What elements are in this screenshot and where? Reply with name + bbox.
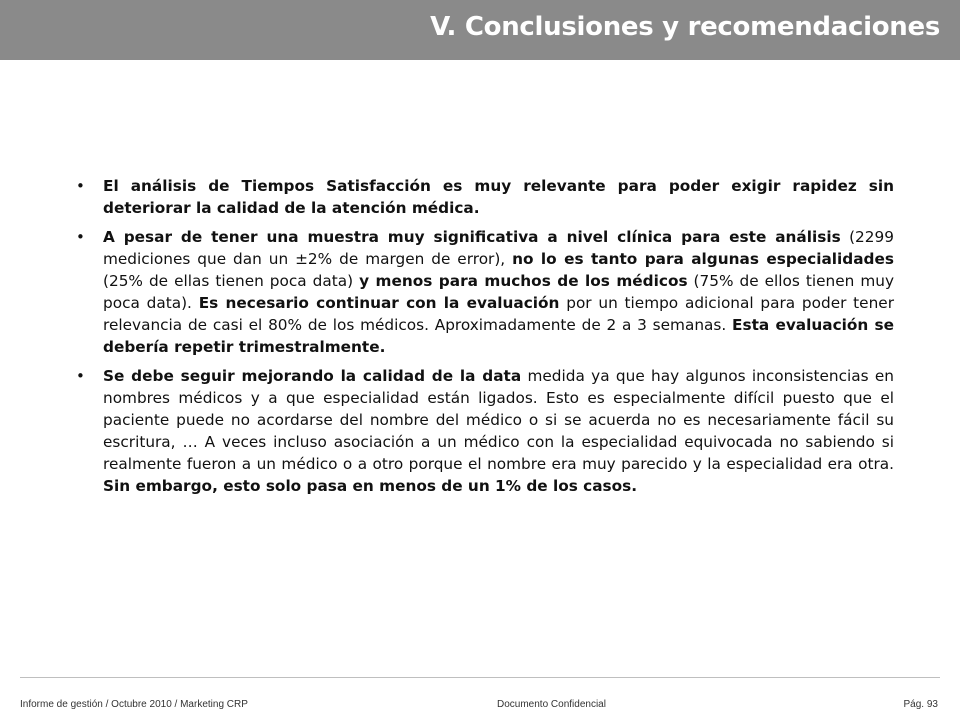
bullet-marker: • — [76, 228, 85, 246]
bullet-item — [76, 175, 894, 219]
conclusions-list — [76, 175, 894, 504]
bullet-text-bold: El análisis de Tiempos Satisfacción es muy relevante para poder exigir rapidez sin deteriorar la calidad de la atención médica. — [103, 177, 894, 217]
bullet-item — [76, 226, 894, 358]
bullet-text: por un tiempo adicional para poder tener relevancia de casi el 80% de los médicos. Aproximadamente de 2 a 3 semanas. — [103, 294, 894, 334]
bullet-text-bold: Se debe seguir mejorando la calidad de la data — [103, 367, 522, 385]
bullet-text: medida ya que hay algunos inconsistencias en nombres médicos y a que especialidad están ligados. Esto es especialmente difícil puesto que el paciente puede no acordarse del nombre del médico o si se acuerda no es necesariamente fácil su escritura, … A veces incluso asociación a un médico con la especialidad equivocada no sabiendo si realmente fueron a un médico o a otro porque el nombre era muy parecido y la especialidad era otra. — [103, 367, 895, 473]
bullet-marker: • — [76, 367, 85, 385]
bullet-text-bold: y menos para muchos de los médicos — [359, 272, 688, 290]
bullet-text-bold: A pesar de tener una muestra muy significativa a nivel clínica para este análisis — [103, 228, 841, 246]
footer-report-info: Informe de gestión / Octubre 2010 / Marketing CRP — [20, 699, 248, 710]
header-bar — [0, 0, 960, 60]
bullet-text-bold: Es necesario continuar con la evaluación — [198, 294, 560, 312]
bullet-text: (2299 mediciones que dan un ±2% de margen de error), — [103, 228, 894, 268]
bullet-text: (75% de ellos tienen muy poca data). — [103, 272, 894, 312]
page-title: V. Conclusiones y recomendaciones — [430, 12, 940, 42]
bullet-text: (25% de ellas tienen poca data) — [103, 272, 360, 290]
bullet-text-bold: Esta evaluación se debería repetir trimestralmente. — [103, 316, 894, 356]
bullet-text-bold: Sin embargo, esto solo pasa en menos de un 1% de los casos. — [103, 477, 638, 495]
bullet-item — [76, 365, 894, 497]
footer-divider — [20, 677, 940, 678]
footer-page-number: Pág. 93 — [903, 699, 938, 710]
bullet-text-bold: no lo es tanto para algunas especialidades — [512, 250, 894, 268]
bullet-marker: • — [76, 177, 85, 195]
footer-confidential: Documento Confidencial — [497, 699, 606, 710]
